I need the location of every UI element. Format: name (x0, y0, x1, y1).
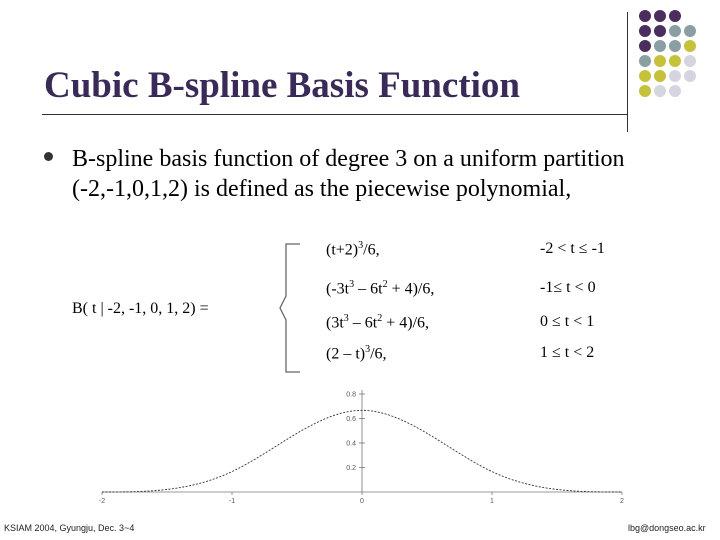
title-divider (42, 114, 628, 115)
piece-formula: $(3t^3 - 6t^2 + 4)/6$, (326, 313, 430, 332)
decorative-dot (639, 55, 651, 67)
function-definition-lhs: B( t | -2, -1, 0, 1, 2) = (72, 300, 209, 317)
decorative-dot (684, 55, 696, 67)
decorative-dot (654, 55, 666, 67)
piece-formula: (2 – t)$^3$/6, (326, 344, 387, 363)
piece-formula: $(t+2)^3/6$, (326, 240, 380, 259)
decorative-dot (669, 25, 681, 37)
piece-formula: $(-3t^3 - 6t^2 + 4)/6$, (326, 279, 435, 298)
decorative-dot (669, 55, 681, 67)
bspline-plot (88, 382, 634, 506)
x-tick-label: -2 (98, 498, 106, 505)
x-tick-label: 0 (360, 498, 364, 505)
y-tick-label: 0.8 (346, 391, 356, 399)
decorative-dot (669, 70, 681, 82)
decorative-dot (639, 10, 651, 22)
slide-title: Cubic B-spline Basis Function (44, 65, 520, 106)
footer-email: lbg@dongseo.ac.kr (628, 523, 706, 533)
decorative-dot (669, 40, 681, 52)
decorative-dot (669, 85, 681, 97)
decorative-dot (684, 25, 696, 37)
footer-conference: KSIAM 2004, Gyungju, Dec. 3~4 (4, 523, 135, 533)
decorative-dot (684, 70, 696, 82)
decorative-dot (654, 85, 666, 97)
y-tick-label: 0.2 (346, 465, 356, 472)
decorative-dot (654, 25, 666, 37)
left-brace-icon (278, 240, 304, 376)
decorative-dot (639, 85, 651, 97)
piece-condition: -2 < t ≤ -1 (540, 240, 605, 257)
decorative-dot (654, 10, 666, 22)
x-tick-label: 1 (490, 498, 494, 505)
decorative-dot (669, 10, 681, 22)
piece-condition: 1 ≤ t < 2 (540, 344, 595, 361)
y-tick-label: 0.6 (346, 416, 356, 423)
decorative-dot (684, 40, 696, 52)
bullet-icon (44, 152, 53, 161)
decorative-dot (639, 25, 651, 37)
piece-condition: -1≤ t < 0 (540, 279, 596, 296)
bullet-text: B-spline basis function of degree 3 on a uniform partition (-2,-1,0,1,2) is defined as the piecewise polynomial, (72, 146, 625, 202)
decorative-dot (639, 70, 651, 82)
decorative-dot (639, 40, 651, 52)
x-tick-label: 2 (620, 498, 624, 505)
x-tick-label: -1 (228, 498, 236, 505)
decorative-dot (654, 70, 666, 82)
y-tick-label: 0.4 (346, 440, 356, 448)
piece-condition: 0 ≤ t < 1 (540, 313, 595, 330)
decorative-dot (654, 40, 666, 52)
